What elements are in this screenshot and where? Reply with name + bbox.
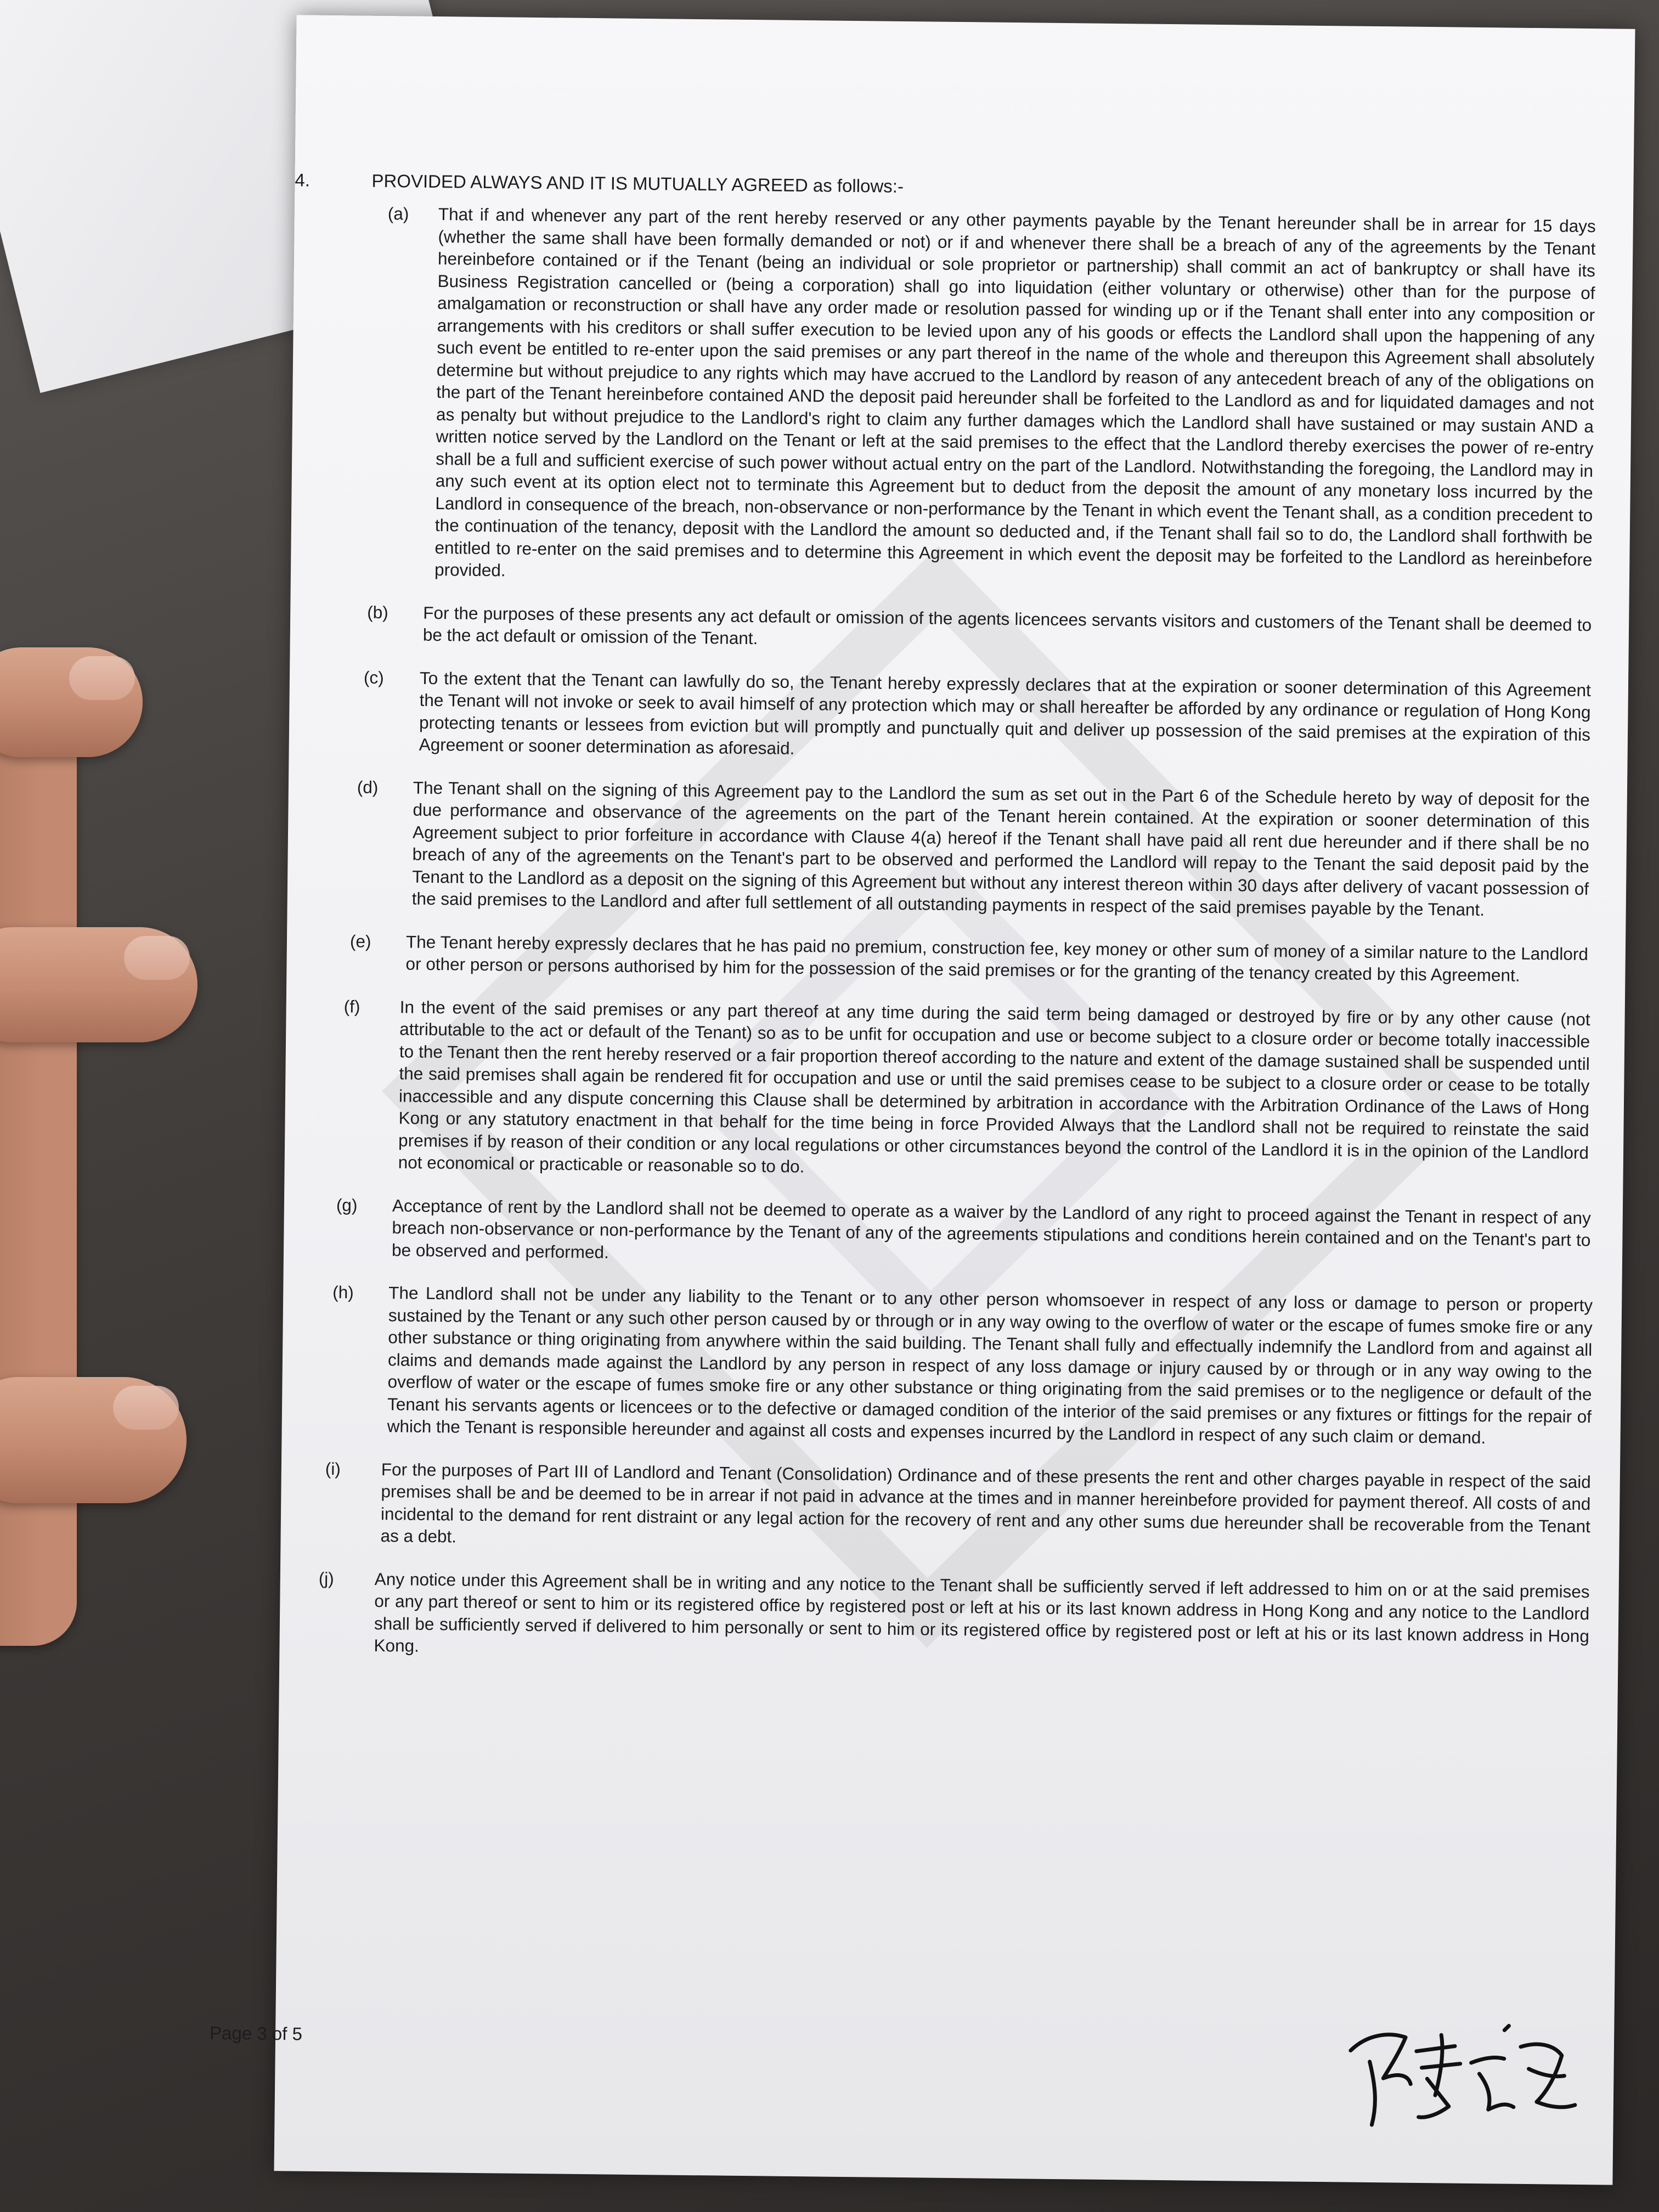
- hand-palm: [0, 713, 77, 1646]
- clause-i: [319, 1457, 1591, 1559]
- clause-text: Acceptance of rent by the Landlord shall not be deemed to operate as a waiver by the Landlord of any right to proceed against the Tenant in respect of any breach non-observance or non-performance by the Tenant of any of the agreements stipulations and conditions herein contained and on the Tenant's part to be observed and performed.: [391, 1195, 1592, 1262]
- clause-list: [279, 201, 1596, 1690]
- clause-d: [351, 776, 1590, 922]
- clause-label: (b): [367, 602, 388, 622]
- thumb: [0, 1377, 187, 1503]
- clause-b: [362, 601, 1592, 658]
- clause-label: (d): [357, 777, 379, 797]
- clause-text: In the event of the said premises or any part thereof at any time during the said term being damaged or destroyed by fire or by any other cause (not attributable to the act or default of the Tenant) so as to be unfit for occupation and use or become subject to a closure order or become totally inaccessible to the Tenant then the rent hereby reserved or a fair proportion thereof according to the nature and extent of the damage sustained shall be suspended until the said premises shall again be rendered fit for occupation and use or until the said premises cease to be subject to a closure order or cease to be totally inaccessible and any dispute concerning this Clause shall be determined by arbitration in accordance with the Arbitration Ordinance of the Laws of Hong Kong or any statutory enactment in that behalf for the time being in force Provided Always that the Landlord shall not be required to reinstate the said premises if by reason of their condition or any local regulations or other circumstances beyond the control of the Landlord it is in the opinion of the Landlord not economical or practicable or reasonable so to do.: [398, 996, 1590, 1177]
- clause-label: (h): [332, 1282, 354, 1302]
- fingernail: [124, 936, 190, 980]
- clause-text: Any notice under this Agreement shall be in writing and any notice to the Tenant shall be sufficiently served if left addressed to him on or at the said premises or any part thereof or sent to him or its registered office by registered post or left at his or its last known address in Hong Kong and any notice to the Landlord shall be sufficiently served if delivered to him personally or sent to him or its registered office by registered post or left at his or its last known address in Hong Kong.: [374, 1568, 1590, 1656]
- section-heading-text: PROVIDED ALWAYS AND IT IS MUTUALLY AGREED as follows:-: [371, 170, 904, 196]
- finger-top: [0, 647, 143, 757]
- clause-a: [373, 202, 1596, 593]
- clause-f: [337, 995, 1590, 1186]
- clause-g: [330, 1194, 1591, 1274]
- clause-text: The Landlord shall not be under any liability to the Tenant or to any other person whomsoever in respect of any loss or damage to person or property sustained by the Tenant or any such other person caused by or through or in any way owing to the overflow of water or the escape of fumes smoke fire or any other substance or thing originating from anywhere within the said building. The Tenant shall fully and effectually indemnify the Landlord from and against all claims and demands made against the Landlord by any person in respect of any loss damage or injury caused by or through or in any way owing to the overflow of water or the escape of fumes smoke fire or any other substance or thing originating from the said premises or to the negligence or default of the Tenant his servants agents or licencees or to the defective or damaged condition of the interior of the said premises or any fixtures or fittings for the repair of which the Tenant is responsible hereunder and against all costs and expenses incurred by the Landlord in respect of any such claim or demand.: [387, 1283, 1593, 1448]
- finger-middle: [0, 927, 198, 1042]
- fingernail: [69, 656, 135, 700]
- clause-text: For the purposes of Part III of Landlord and Tenant (Consolidation) Ordinance and of these presents the rent and other charges payable in respect of the said premises shall be and be deemed to be in arrear if not paid in advance at the times and in manner hereinbefore provided for payment thereof. All costs of and incidental to the demand for rent distraint or any legal action for the recovery of rent and any other sums due hereunder shall be recoverable from the Tenant as a debt.: [380, 1459, 1591, 1547]
- fingernail: [113, 1386, 179, 1430]
- section-number: 4.: [295, 170, 311, 190]
- clause-h: [326, 1281, 1593, 1450]
- clause-label: (e): [349, 930, 371, 951]
- clause-text: For the purposes of these presents any act default or omission of the agents licencees servants visitors and customers of the Tenant shall be deemed to be the act default or omission of the Tenant.: [422, 602, 1592, 648]
- clause-label: (a): [387, 204, 409, 224]
- handwritten-signature: [1339, 2012, 1581, 2146]
- clause-label: (i): [325, 1458, 341, 1479]
- clause-text: The Tenant shall on the signing of this Agreement pay to the Landlord the sum as set out in the Part 6 of the Schedule hereto by way of deposit for the due performance and observance of the agreements on the part of the Tenant herein contained. At the expiration or sooner determination of this Agreement subject to prior forfeiture in accordance with Clause 4(a) hereof if the Tenant shall have paid all rent due hereunder and if there shall be no breach of any of the agreements on the Tenant's part to be observed and performed the Landlord will repay to the Tenant the said deposit paid by the Tenant to the Landlord as a deposit on the signing of this Agreement but without any interest thereon within 30 days after delivery of vacant possession of the said premises to the Landlord and after full settlement of all outstanding payments in respect of the said premises payable by the Tenant.: [411, 777, 1590, 920]
- clause-text: The Tenant hereby expressly declares that he has paid no premium, construction fee, key money or other sum of money of a similar nature to the Landlord or other person or persons authorised by him for the possession of the said premises or for the granting of the tenancy created by this Agreement.: [405, 932, 1589, 985]
- page-number: Page 3 of 5: [209, 2022, 303, 2044]
- document-page: [209, 15, 1635, 2185]
- clause-label: (c): [363, 667, 384, 687]
- clause-e: [344, 930, 1588, 988]
- document-content: [209, 15, 1635, 2185]
- clause-text: That if and whenever any part of the rent hereby reserved or any other payments payable by the Tenant hereunder shall be in arrear for 15 days (whether the same shall have been formally demanded or not) or if and whenever there shall be a breach of any of the agreements by the Tenant hereinbefore contained or if the Tenant (being an individual or sole proprietor or partnership) shall commit an act of bankruptcy or shall have its Business Registration cancelled or (being a corporation) shall go into liquidation (either voluntary or otherwise) other than for the purpose of amalgamation or reconstruction or shall have any order made or resolution passed for winding up or if the Tenant shall enter into any composition or arrangements with his creditors or shall suffer execution to be levied upon any of his goods or effects the Landlord shall upon the happening of any such event be entitled to re-enter upon the said premises or any part thereof in the name of the whole and thereupon this Agreement shall absolutely determine but without prejudice to any rights which may have accrued to the Landlord by reason of any antecedent breach of any of the obligations on the part of the Tenant hereinbefore contained AND the deposit paid hereunder shall be forfeited to the Landlord as and for liquidated damages and not as penalty but without prejudice to the Landlord's right to claim any further damages which the Landlord shall have sustained or may sustain AND a written notice served by the Landlord on the Tenant or left at the said premises to the effect that the Landlord thereby exercises the power of re-entry shall be a full and sufficient exercise of such power without actual entry on the part of the Landlord. Notwithstanding the foregoing, the Landlord may in any such event at its option elect not to terminate this Agreement but to deduct from the deposit the amount of any monetary loss incurred by the Landlord in consequence of the breach, non-observance or non-performance by the Tenant in which event the Tenant shall, as a condition precedent to the continuation of the tenancy, deposit with the Landlord the amount so deducted and, if the Tenant shall fail so to do, the Landlord shall forthwith be entitled to re-enter on the said premises and to determine this Agreement in which event the deposit may be forfeited to the Landlord as hereinbefore provided.: [434, 204, 1596, 580]
- section-heading: [295, 170, 904, 198]
- clause-j: [312, 1567, 1590, 1669]
- clause-label: (g): [336, 1194, 358, 1215]
- clause-c: [358, 666, 1592, 768]
- clause-text: To the extent that the Tenant can lawfully do so, the Tenant hereby expressly declares that at the expiration or sooner determination of this Agreement the Tenant will not invoke or seek to avail himself of any protection which may or shall hereafter be afforded by any ordinance or regulation of Hong Kong protecting tenants or lessees from eviction but will promptly and punctually quit and deliver up possession of the said premises at the expiration of this Agreement or sooner determination as aforesaid.: [419, 668, 1592, 758]
- clause-label: (j): [318, 1568, 334, 1588]
- clause-label: (f): [343, 996, 360, 1017]
